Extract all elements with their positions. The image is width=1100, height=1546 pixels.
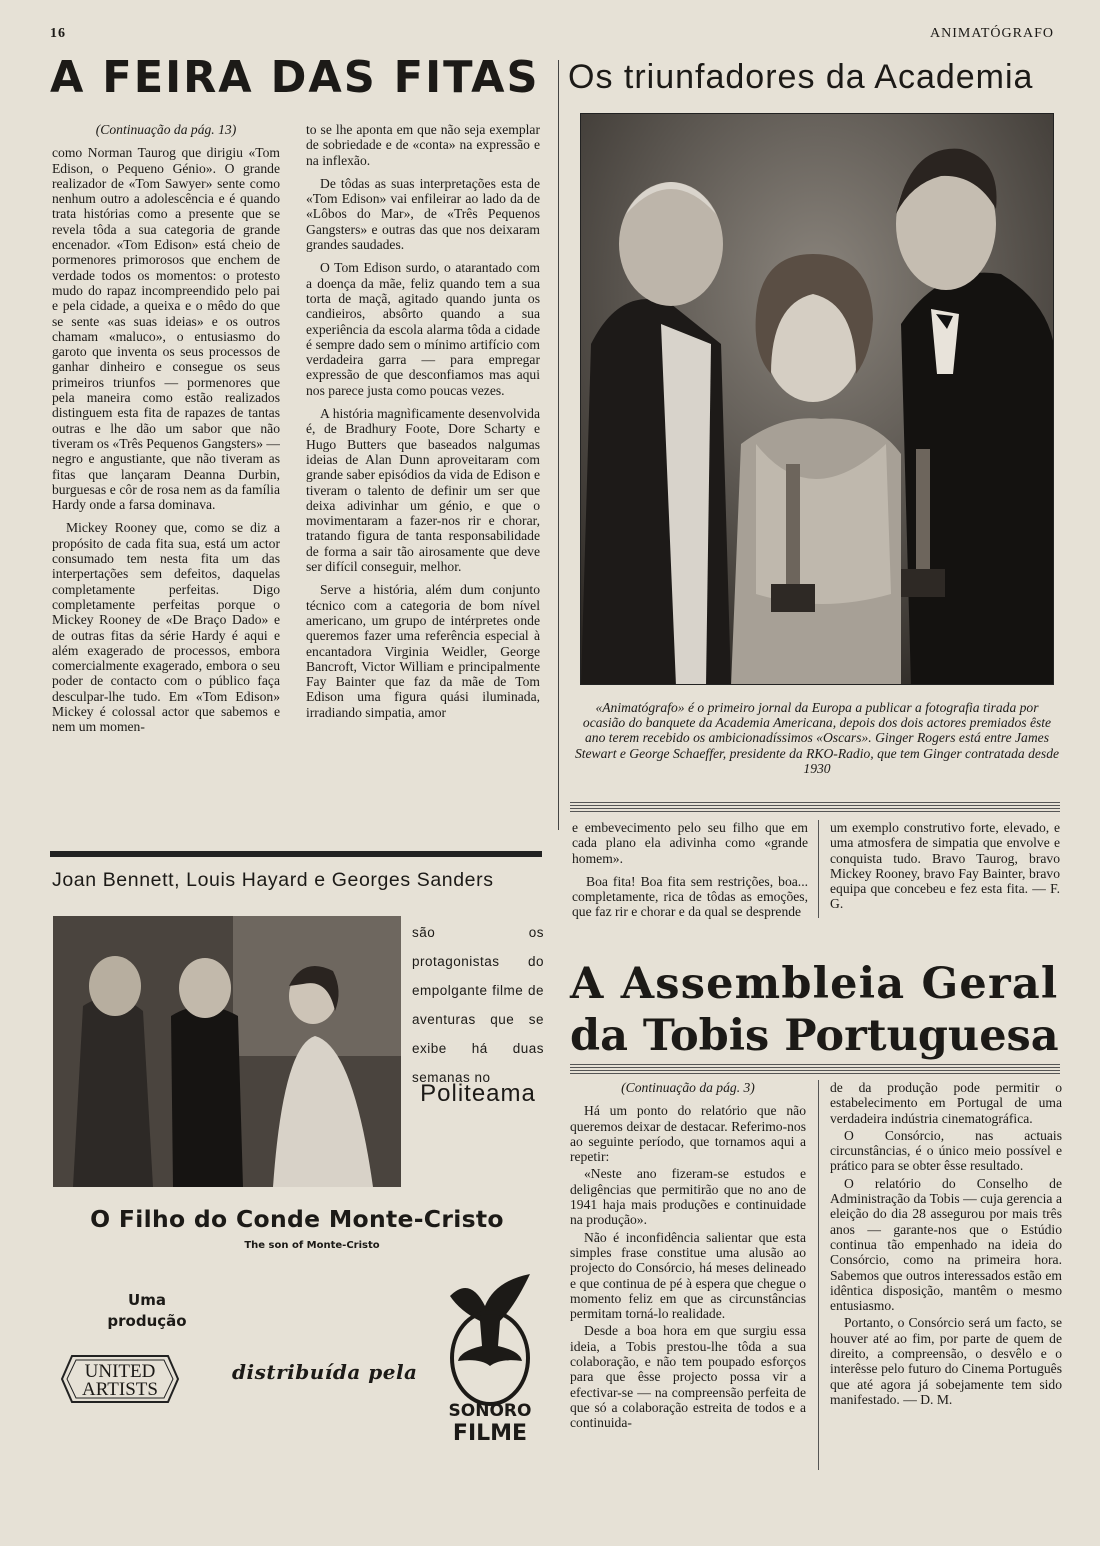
- film-still: [53, 916, 401, 1187]
- ad-top-bar: [50, 851, 542, 857]
- feira-continuation: (Continuação da pág. 13): [95, 122, 237, 137]
- tobis-title-line: da Tobis Portuguesa: [570, 1011, 1059, 1061]
- film-subtitle: The son of Monte-Cristo: [244, 1240, 380, 1251]
- page-number: 16: [50, 26, 66, 41]
- academy-photo-image: [581, 114, 1054, 685]
- hatched-rule: [570, 1062, 1060, 1074]
- tobis-column-2: [830, 1080, 1062, 1480]
- feira-column-4: [830, 820, 1060, 920]
- tobis-paragraph: de da produção pode permitir o estabelecimento em Portugal de uma verdadeira indústria cinematográfica.: [830, 1080, 1062, 1126]
- column-divider: [558, 60, 559, 830]
- producer-line: Uma: [128, 1291, 166, 1309]
- sonoro-filme-logo: [440, 1266, 540, 1446]
- producer-label: [92, 1290, 202, 1332]
- sonoro-line-2: FILME: [452, 1421, 528, 1446]
- magazine-name: ANIMATÓGRAFO: [929, 26, 1054, 41]
- tobis-paragraph: O Consórcio, nas actuais circunstâncias, é o único meio possível e prático para se obter êsse resultado.: [830, 1127, 1062, 1174]
- ad-stars: Joan Bennett, Louis Hayard e Georges Sanders: [52, 869, 494, 891]
- feira-column-1: [52, 122, 280, 838]
- feira-title: A FEIRA DAS FITAS: [50, 52, 540, 103]
- united-artists-logo: [58, 1350, 182, 1408]
- feira-paragraph: Mickey Rooney que, como se diz a propósito de cada fita sua, está um actor consumado tem nesta fita um das interpertações sem defeitos, daquelas completamente perfeitas. Digo completamente perfeitas porque o Mickey Rooney de «De Braço Dado» e de outras fitas da série Hardy é aqui e além exagerado de processos, embora comercialmente exagerado, embora o seu poder de contacto com o público faça desculpar-lhe tudo. Em «Tom Edison» Mickey é colossal actor que sabemos e nem um momen-: [52, 520, 280, 735]
- ua-line-2: ARTISTS: [82, 1379, 158, 1400]
- tobis-title-line: A Assembleia Geral: [570, 959, 1059, 1009]
- tobis-paragraph: Desde a boa hora em que surgiu essa ideia, a Tobis prestou-lhe tôda a sua colaboração, e não tem poupado esforços para que êsse projecto possa vir a efectivar-se — na compreensão perfeita de que só a colaboração estreita de todos e a continuida-: [570, 1323, 806, 1431]
- tobis-paragraph: O relatório do Conselho de Administração da Tobis — cuja gerencia a eleição do dia 28 assegurou por mais três anos — garante-nos que o Estúdio continua tão empenhado na ideia do Consórcio, como na primeira hora. Sabemos que outros interessados estão em idêntica disposição, mantêm o mesmo entusiasmo.: [830, 1175, 1062, 1314]
- distributed-by: distribuída pela: [232, 1360, 418, 1384]
- tobis-paragraph: «Neste ano fizeram-se estudos e deligências que permitirão que no ano de 1941 haja mais produções e continuidade na produção».: [570, 1166, 806, 1228]
- film-still-image: [53, 916, 401, 1187]
- ad-side-text: são os protagonistas do empolgante filme de aventuras que se exibe há duas semanas no: [412, 925, 544, 1085]
- theatre-name: Politeama: [420, 1080, 536, 1107]
- tobis-continuation: (Continuação da pág. 3): [621, 1080, 755, 1095]
- tobis-paragraph: Há um ponto do relatório que não queremos deixar de destacar. Referimo-nos ao seguinte período, que tornamos aqui a repetir:: [570, 1103, 806, 1165]
- academia-title: Os triunfadores da Academia: [568, 58, 1034, 96]
- hatched-rule: [570, 800, 1060, 812]
- ua-line-1: UNITED: [84, 1361, 156, 1382]
- academy-photo: [580, 113, 1054, 685]
- feira-paragraph: to se lhe aponta em que não seja exemplar de sobriedade e de «conta» na expressão e na inflexão.: [306, 122, 540, 168]
- film-title: O Filho do Conde Monte-Cristo: [90, 1205, 504, 1233]
- feira-paragraph: Boa fita! Boa fita sem restrições, boa... completamente, rica de tôdas as emoções, que faz rir e chorar e da qual se desprende: [572, 873, 808, 920]
- feira-paragraph: e embevecimento pelo seu filho que em cada plano ela adivinha como «grande homem».: [572, 820, 808, 866]
- sonoro-line-1: SONORO: [448, 1401, 532, 1421]
- tobis-paragraph: Portanto, o Consórcio será um facto, se houver até ao fim, por parte de quem de direito, a compreensão, o desvêlo e o interêsse pelo futuro do Cinema Português que até agora já sobejamente tem sido manifestado. — D. M.: [830, 1315, 1062, 1407]
- tobis-column-1: [570, 1080, 806, 1480]
- feira-column-3: [572, 820, 808, 920]
- feira-paragraph: como Norman Taurog que dirigiu «Tom Edison, o Pequeno Génio». O grande realizador de «Tom Sawyer» sente como nenhum outro a adolescência e é quando trata histórias como a presente que se revela tôda a sua categoria de grande encenador. «Tom Edison» está cheio de pormenores primorosos que enchem de verdade todos os momentos: o protesto mudo do rapaz incompreendido pelo pai e pela cidade, a queixa e o mêdo do que se sente «as suas ideias» e os outros chamam «maluco», o entusiasmo do garoto que inventa os seus processos de ganhar dinheiro e consegue os seus primeiros triunfos — pormenores que pela maneira como estão realizados distinguem esta fita de rapazes de tantas outras e lhe dão um sabor que não tiveram os «Três Pequenos Gangsters» — negro e angustiante, que não tiveram as fitas que lançaram Deanna Durbin, burguesas e côr de rosa nem as da família Hardy onde a farsa dominava.: [52, 145, 280, 513]
- feira-paragraph: Serve a história, além dum conjunto técnico com a categoria de bom nível americano, um grupo de intérpretes onde queremos fazer uma referência especial à encantadora Virginia Weidler, George Bancroft, Victor William e principalmente Fay Bainter que faz da mãe de Tom Edison uma figura quási iluminada, irradiando simpatia, amor: [306, 582, 540, 720]
- column-divider: [818, 820, 819, 918]
- feira-paragraph: um exemplo construtivo forte, elevado, e uma atmosfera de simpatia que envolve e conquista tudo. Bravo Taurog, bravo Mickey Rooney, bravo Fay Bainter, bravo equipa que concebeu e fez esta fita. — F. G.: [830, 820, 1060, 912]
- tobis-title: [570, 958, 1060, 1062]
- producer-line: produção: [107, 1312, 187, 1330]
- tobis-paragraph: Não é inconfidência salientar que esta simples frase constitue uma alusão ao projecto do Consórcio, há meses delineado e que continua de pé à espera que chegue o momento feliz em que as circunstâncias permitam torná-lo realidade.: [570, 1229, 806, 1322]
- feira-paragraph: De tôdas as suas interpretações esta de «Tom Edison» vai enfileirar ao lado da de «Lôbos do Mar», de «Três Pequenos Gangsters» e outras das que nos deixaram grandes saudades.: [306, 175, 540, 253]
- feira-paragraph: A história magnìficamente desenvolvida é, de Bradhury Foote, Dore Scharty e Hugo Butters que baseados nalgumas ideias de Alan Dunn aproveitaram com grande saber episódios da vida de Edison e tiveram o talento de definir um ser que deixa adivinhar um génio, e que o movimentaram a fazer-nos rir e chorar, tratando figura de tanta responsabilidade de forma a sair tão airosamente que deve ser difícil conseguir, melhor.: [306, 406, 540, 575]
- photo-caption: «Animatógrafo» é o primeiro jornal da Europa a publicar a fotografia tirada por ocasião do banquete da Academia Americana, depois dos dois actores premiados êste ano terem recebido os ambicionadíssimos «Oscars». Ginger Rogers está entre James Stewart e George Schaeffer, presidente da RKO-Radio, que tem Ginger contratada desde 1930: [574, 700, 1060, 776]
- column-divider: [818, 1080, 819, 1470]
- eagle-icon: [450, 1274, 530, 1366]
- feira-column-2: [306, 122, 540, 838]
- feira-paragraph: O Tom Edison surdo, o atarantado com a doença da mãe, feliz quando tem a sua torta de maçã, agitado quando junta os candieiros, absôrto quando a sua experiência da escola alarma tôda a cidade é sempre dado sem o mínimo artifício com verdadeira garra — para empregar expressão de que desconfiamos mas aqui nos parece justa como poucas vezes.: [306, 260, 540, 398]
